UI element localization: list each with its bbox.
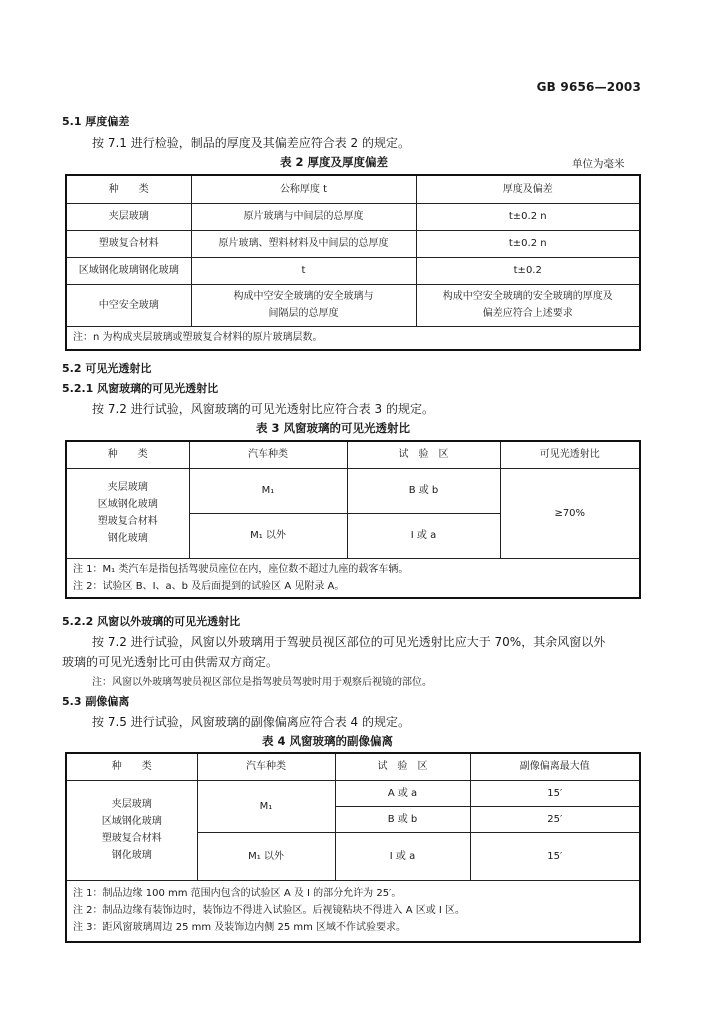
cell-line: 间隔层的总厚度 (268, 308, 339, 319)
table-cell: B 或 b (347, 468, 500, 513)
note-line: 注 2：制品边缘有装饰边时，装饰边不得进入试验区。后视镜粘块不得进入 A 区或 I 区。 (73, 905, 466, 917)
table-3-header-vehicle: 汽车种类 (189, 441, 347, 468)
paragraph-5-2-2-line1: 按 7.2 进行试验，风窗以外玻璃用于驾驶员视区部位的可见光透射比应大于 70%，其余风窗以外 (92, 635, 606, 649)
table-4 (65, 752, 641, 943)
table-4-caption: 表 4 风窗玻璃的副像偏离 (262, 734, 394, 748)
table-cell: M₁ 以外 (189, 513, 347, 558)
note-line: 注 1：制品边缘 100 mm 范围内包含的试验区 A 及 I 的部分允许为 25′。 (73, 888, 402, 900)
table-cell (191, 284, 416, 326)
table-4-header-zone: 试 验 区 (335, 753, 470, 780)
cell-line: 钢化玻璃 (111, 850, 152, 861)
paragraph-5-3: 按 7.5 进行试验，风窗玻璃的副像偏离应符合表 4 的规定。 (92, 715, 410, 729)
table-2-unit: 单位为毫米 (572, 158, 625, 170)
section-heading-5-2: 5.2 可见光透射比 (62, 362, 152, 375)
cell-line: 偏差应符合上述要求 (482, 308, 573, 319)
paragraph-5-1: 按 7.1 进行检验，制品的厚度及其偏差应符合表 2 的规定。 (92, 136, 410, 150)
table-cell: 夹层玻璃 (66, 203, 191, 230)
table-cell (66, 780, 197, 880)
table-cell (66, 468, 189, 558)
table-2-note: 注：n 为构成夹层玻璃或塑玻复合材料的原片玻璃层数。 (66, 326, 640, 350)
table-cell: t±0.2 (416, 257, 640, 284)
standard-number: GB 9656—2003 (536, 80, 641, 94)
table-cell: 15′ (470, 832, 640, 880)
cell-line: 构成中空安全玻璃的安全玻璃与 (233, 291, 374, 302)
table-cell (416, 284, 640, 326)
cell-line: 构成中空安全玻璃的安全玻璃的厚度及 (442, 291, 613, 302)
table-3-header-zone: 试 验 区 (347, 441, 500, 468)
table-3-header-kind: 种 类 (66, 441, 189, 468)
table-cell: t (191, 257, 416, 284)
table-2-caption: 表 2 厚度及厚度偏差 (280, 155, 389, 169)
note-line: 注 1：M₁ 类汽车是指包括驾驶员座位在内，座位数不超过九座的载客车辆。 (73, 563, 409, 575)
cell-line: 塑玻复合材料 (101, 833, 162, 844)
table-cell: t±0.2 n (416, 203, 640, 230)
table-2-header-nominal: 公称厚度 t (191, 175, 416, 203)
table-3 (65, 440, 641, 599)
table-4-notes (66, 880, 640, 942)
table-cell: I 或 a (347, 513, 500, 558)
cell-line: 夹层玻璃 (107, 482, 148, 493)
note-line: 注 2：试验区 B、I、a、b 及后面提到的试验区 A 见附录 A。 (73, 580, 345, 592)
table-cell: B 或 b (335, 806, 470, 832)
table-cell: 原片玻璃、塑料材料及中间层的总厚度 (191, 230, 416, 257)
section-heading-5-2-1: 5.2.1 风窗玻璃的可见光透射比 (62, 382, 219, 395)
section-heading-5-2-2: 5.2.2 风窗以外玻璃的可见光透射比 (62, 615, 241, 628)
cell-line: 夹层玻璃 (111, 799, 152, 810)
cell-line: 区域钢化玻璃 (101, 816, 162, 827)
table-cell: 25′ (470, 806, 640, 832)
table-cell: 区域钢化玻璃钢化玻璃 (66, 257, 191, 284)
table-cell: M₁ 以外 (197, 832, 335, 880)
table-3-header-transmittance: 可见光透射比 (500, 441, 640, 468)
table-cell: I 或 a (335, 832, 470, 880)
table-2-header-kind: 种 类 (66, 175, 191, 203)
table-cell: 塑玻复合材料 (66, 230, 191, 257)
table-3-caption: 表 3 风窗玻璃的可见光透射比 (256, 421, 411, 435)
table-4-header-max-deviation: 副像偏离最大值 (470, 753, 640, 780)
cell-line: 钢化玻璃 (107, 533, 148, 544)
table-4-header-kind: 种 类 (66, 753, 197, 780)
cell-line: 区域钢化玻璃 (97, 499, 158, 510)
table-cell: M₁ (197, 780, 335, 832)
cell-line: 塑玻复合材料 (97, 516, 158, 527)
note-5-2-2: 注：风窗以外玻璃驾驶员视区部位是指驾驶员驾驶时用于观察后视镜的部位。 (92, 677, 432, 688)
table-4-header-vehicle: 汽车种类 (197, 753, 335, 780)
table-3-notes (66, 558, 640, 598)
table-2-header-deviation: 厚度及偏差 (416, 175, 640, 203)
paragraph-5-2-1: 按 7.2 进行试验，风窗玻璃的可见光透射比应符合表 3 的规定。 (92, 402, 434, 416)
table-cell: 15′ (470, 780, 640, 806)
table-cell: 原片玻璃与中间层的总厚度 (191, 203, 416, 230)
paragraph-5-2-2-line2: 玻璃的可见光透射比可由供需双方商定。 (62, 655, 279, 669)
table-cell: M₁ (189, 468, 347, 513)
note-line: 注 3：距风窗玻璃周边 25 mm 及装饰边内侧 25 mm 区域不作试验要求。 (73, 922, 407, 934)
table-cell: A 或 a (335, 780, 470, 806)
table-cell: ≥70% (500, 468, 640, 558)
section-heading-5-1: 5.1 厚度偏差 (62, 115, 130, 128)
table-cell: 中空安全玻璃 (66, 284, 191, 326)
section-heading-5-3: 5.3 副像偏离 (62, 695, 130, 708)
table-2 (65, 174, 641, 351)
table-cell: t±0.2 n (416, 230, 640, 257)
